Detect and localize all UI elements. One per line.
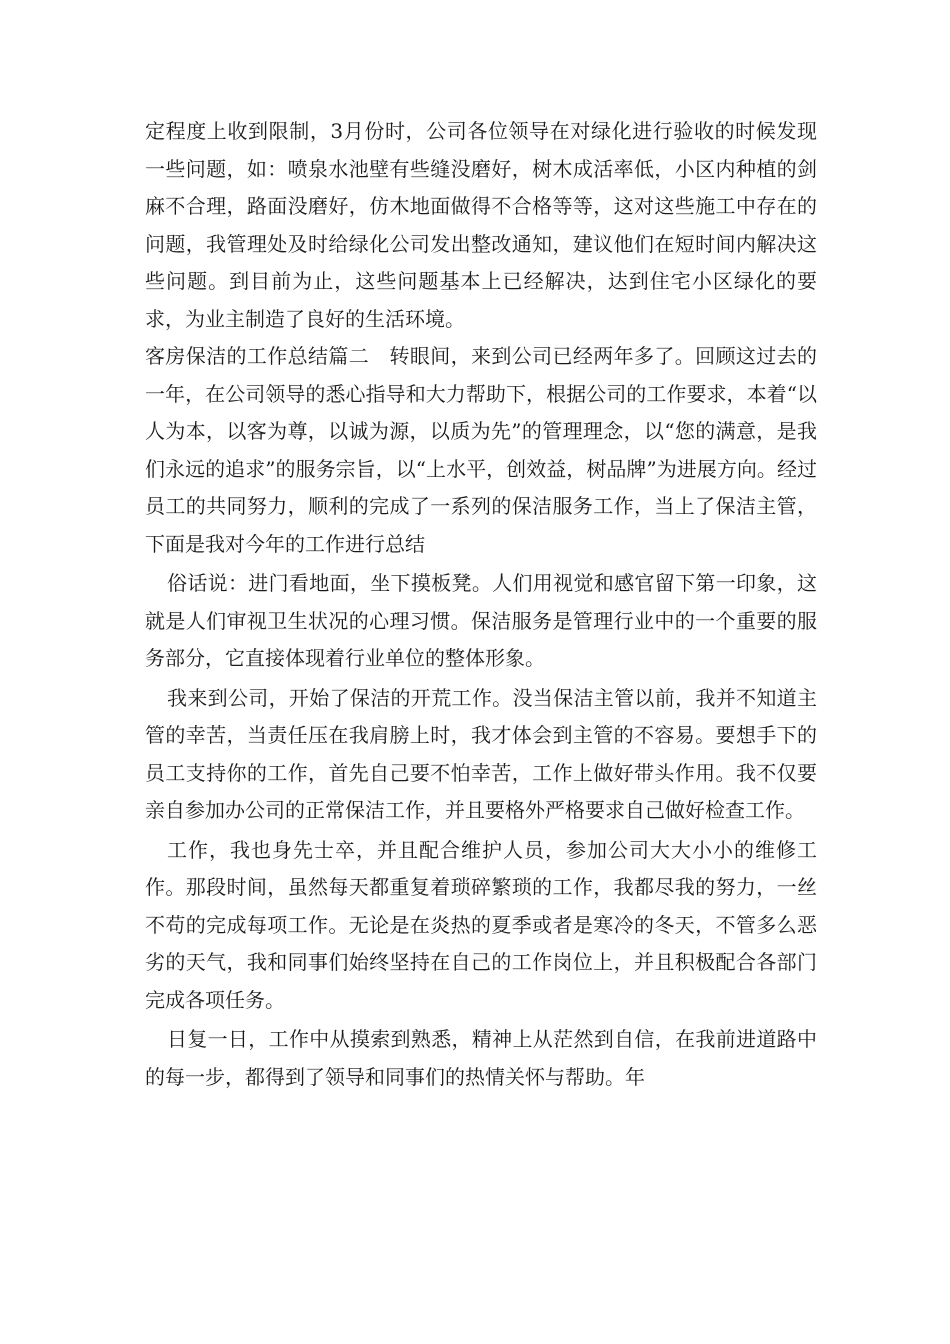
paragraph-first-impression: 俗话说：进门看地面，坐下摸板凳。人们用视觉和感官留下第一印象，这就是人们审视卫生状况的心理习惯。保洁服务是管理行业中的一个重要的服务部分，它直接体现着行业单位的整体形象。 xyxy=(145,571,817,670)
paragraph-summary-intro: 客房保洁的工作总结篇二 转眼间，来到公司已经两年多了。回顾这过去的一年，在公司领导的悉心指导和大力帮助下，根据公司的工作要求，本着“以人为本，以客为尊，以诚为源，以质为先”的管理理念，以“您的满意，是我们永远的追求”的服务宗旨，以“上水平，创效益，树品牌”为进展方向。经过员工的共同努力，顺利的完成了一系列的保洁服务工作，当上了保洁主管，下面是我对今年的工作进行总结 xyxy=(145,344,817,556)
paragraph-day-by-day: 日复一日，工作中从摸索到熟悉，精神上从茫然到自信，在我前进道路中的每一步，都得到了领导和同事们的热情关怀与帮助。年 xyxy=(145,1027,817,1089)
document-page xyxy=(145,113,817,1096)
paragraph-supervisor-role: 我来到公司，开始了保洁的开荒工作。没当保洁主管以前，我并不知道主管的幸苦，当责任压在我肩膀上时，我才体会到主管的不容易。要想手下的员工支持你的工作，首先自己要不怕幸苦，工作上做好带头作用。我不仅要亲自参加办公司的正常保洁工作，并且要格外严格要求自己做好检查工作。 xyxy=(145,685,817,822)
paragraph-maintenance-work: 工作，我也身先士卒，并且配合维护人员，参加公司大大小小的维修工作。那段时间，虽然每天都重复着琐碎繁琐的工作，我都尽我的努力，一丝不苟的完成每项工作。无论是在炎热的夏季或者是寒冷的冬天，不管多么恶劣的天气，我和同事们始终坚持在自己的工作岗位上，并且积极配合各部门完成各项任务。 xyxy=(145,837,817,1012)
paragraph-greening-issues: 定程度上收到限制，3月份时，公司各位领导在对绿化进行验收的时候发现一些问题，如：喷泉水池壁有些缝没磨好，树木成活率低，小区内种植的剑麻不合理，路面没磨好，仿木地面做得不合格等等，这对这些施工中存在的问题，我管理处及时给绿化公司发出整改通知，建议他们在短时间内解决这些问题。到目前为止，这些问题基本上已经解决，达到住宅小区绿化的要求，为业主制造了良好的生活环境。 xyxy=(145,119,817,331)
